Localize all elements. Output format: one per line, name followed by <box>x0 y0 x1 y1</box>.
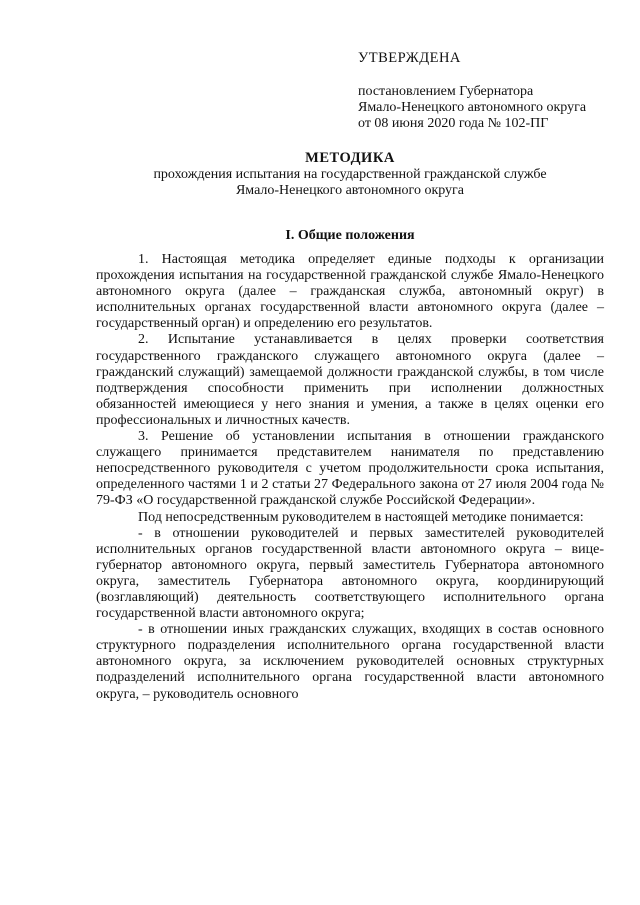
approval-line: Ямало-Ненецкого автономного округа <box>358 100 587 115</box>
paragraph-definition: Под непосредственным руководителем в настоящей методике понимается: <box>138 509 584 525</box>
approval-line: от 08 июня 2020 года № 102-ПГ <box>358 116 549 131</box>
approval-heading: УТВЕРЖДЕНА <box>358 50 461 66</box>
list-item-1: - в отношении руководителей и первых заместителей руководителей исполнительных органов государственной власти автономного округа – вице-губернатор автономного округа, первый заместитель Губернатора автономного округа, заместитель Губернатора автономного округа, координирующий (возглавляющий) деятельность соответствующего исполнительного органа государственной власти автономного округа; <box>96 525 604 622</box>
paragraph-3: 3. Решение об установлении испытания в отношении гражданского служащего принимается представителем нанимателя по представлению непосредственного руководителя с учетом продолжительности срока испытания, определенного частями 1 и 2 статьи 27 Федерального закона от 27 июля 2004 года № 79-ФЗ «О государственной гражданской службе Российской Федерации». <box>96 429 604 509</box>
document-subtitle-region: Ямало-Ненецкого автономного округа <box>235 183 465 198</box>
list-item-2: - в отношении иных гражданских служащих, входящих в состав основного структурного подразделения исполнительного органа государственной власти автономного округа, за исключением руководителей основных структурных подразделений исполнительного органа государственной власти автономного округа, – руководитель основного <box>96 622 604 702</box>
document-subtitle: прохождения испытания на государственной гражданской службе <box>153 167 547 182</box>
approval-block <box>358 50 618 132</box>
paragraph-2: 2. Испытание устанавливается в целях проверки соответствия государственного гражданского служащего автономного округа (далее – гражданский служащий) замещаемой должности гражданской службы, в том числе подтверждения способности применить при исполнении должностных обязанностей имеющиеся у него знания и умения, а также в целях оценки его профессиональных и личностных качеств. <box>96 332 604 428</box>
paragraph-1: 1. Настоящая методика определяет единые подходы к организации прохождения испытания на государственной гражданской службе Ямало-Ненецкого автономного округа (далее – гражданская служба, автономный округ) в исполнительных органах государственной власти автономного округа (далее – государственный орган) и определению его результатов. <box>96 252 604 332</box>
section-heading: I. Общие положения <box>285 228 415 243</box>
document-title: МЕТОДИКА <box>305 150 395 166</box>
document-body <box>96 252 604 703</box>
approval-line: постановлением Губернатора <box>358 84 534 99</box>
